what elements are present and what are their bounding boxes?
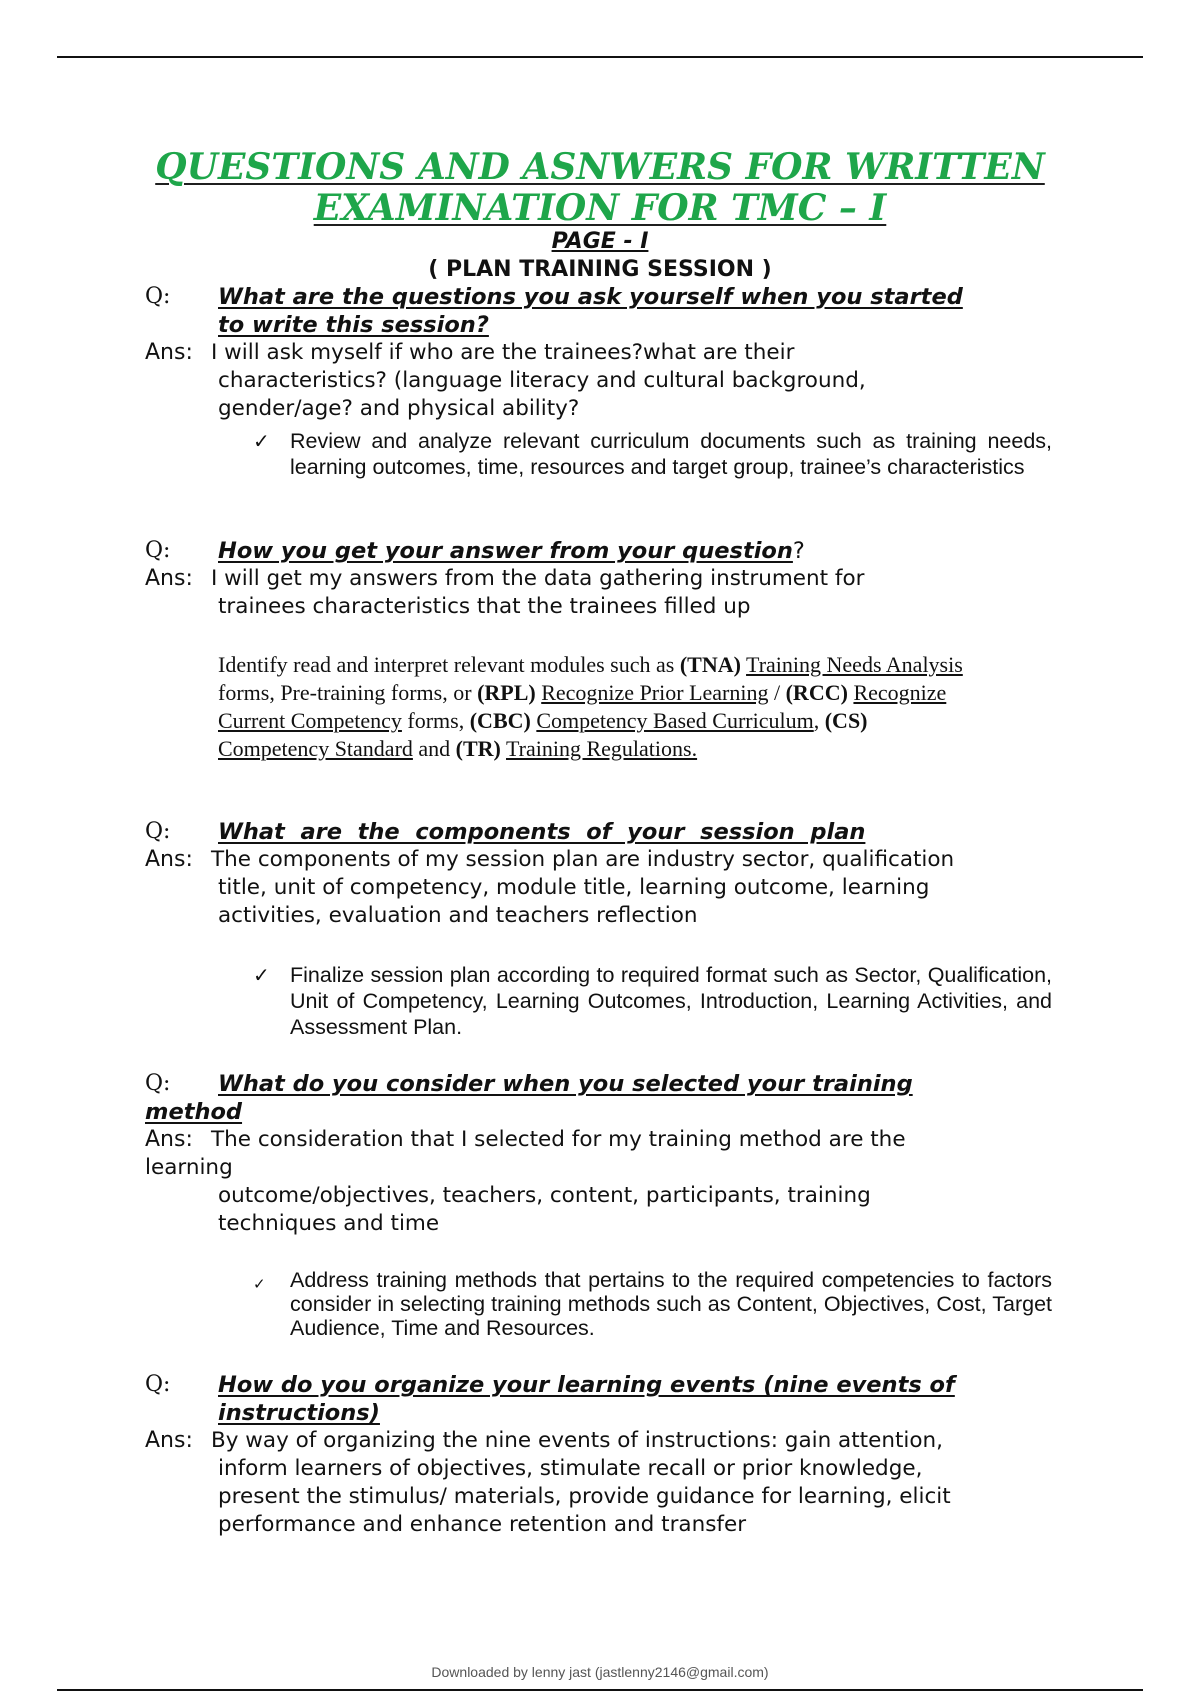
answer-4-line-1: The consideration that I selected for my training method are the bbox=[211, 1127, 906, 1152]
answer-3-line-1: The components of my session plan are industry sector, qualification bbox=[211, 847, 955, 872]
cbc-abbr: (CBC) bbox=[469, 708, 531, 733]
serif-paragraph-line-4: Competency Standard and (TR) Training Regulations. bbox=[218, 736, 698, 761]
ans-label: Ans: bbox=[145, 847, 193, 872]
serif-paragraph-line-2: forms, Pre-training forms, or (RPL) Recognize Prior Learning / (RCC) Recognize bbox=[218, 680, 947, 705]
answer-4-line-3: outcome/objectives, teachers, content, participants, training bbox=[218, 1183, 871, 1208]
question-2-text: How you get your answer from your question bbox=[218, 538, 793, 564]
question-5-line-1: How do you organize your learning events (nine events of bbox=[218, 1372, 955, 1398]
check-icon: ✓ bbox=[253, 1275, 266, 1293]
document-title-line-1: QUESTIONS AND ASNWERS FOR WRITTEN bbox=[155, 146, 1045, 188]
answer-4-line-2: learning bbox=[145, 1155, 233, 1180]
question-2-mark: ? bbox=[792, 538, 805, 564]
rpl-text: Recognize Prior Learning bbox=[541, 680, 769, 705]
answer-1-line-2: characteristics? (language literacy and cultural background, bbox=[218, 368, 866, 393]
answer-5-line-2: inform learners of objectives, stimulate recall or prior knowledge, bbox=[218, 1456, 923, 1481]
answer-5-line-1: By way of organizing the nine events of instructions: gain attention, bbox=[211, 1428, 943, 1453]
check-icon: ✓ bbox=[253, 963, 270, 987]
answer-2-line-1: I will get my answers from the data gathering instrument for bbox=[211, 566, 865, 591]
question-3: What are the components of your session plan bbox=[218, 819, 866, 845]
answer-3-line-2: title, unit of competency, module title, learning outcome, learning bbox=[218, 875, 930, 900]
top-rule bbox=[57, 56, 1143, 58]
answer-3-line-3: activities, evaluation and teachers reflection bbox=[218, 903, 698, 928]
answer-2-line-2: trainees characteristics that the trainees filled up bbox=[218, 594, 751, 619]
cs-abbr: (CS) bbox=[824, 708, 868, 733]
answer-5-line-4: performance and enhance retention and transfer bbox=[218, 1512, 747, 1537]
tna-abbr: (TNA) bbox=[679, 652, 741, 677]
bottom-rule bbox=[57, 1689, 1143, 1691]
bullet-1: Review and analyze relevant curriculum documents such as training needs, learning outcomes, time, resources and target group, trainee’s characteristics bbox=[290, 429, 1052, 479]
tr-text: Training Regulations. bbox=[506, 736, 698, 761]
bullet-3: Finalize session plan according to required format such as Sector, Qualification, Unit of Competency, Learning Outcomes, Introduction, Learning Activities, and Assessment Plan. bbox=[290, 963, 1052, 1039]
tr-abbr: (TR) bbox=[455, 736, 501, 761]
serif-paragraph-line-1: Identify read and interpret relevant modules such as (TNA) Training Needs Analysis bbox=[218, 652, 963, 677]
download-footer: Downloaded by lenny jast (jastlenny2146@gmail.com) bbox=[431, 1664, 769, 1680]
question-4-line-1: What do you consider when you selected your training bbox=[218, 1071, 913, 1097]
ans-label: Ans: bbox=[145, 566, 193, 591]
rpl-abbr: (RPL) bbox=[477, 680, 536, 705]
tna-text: Training Needs Analysis bbox=[746, 652, 963, 677]
answer-1-line-1: I will ask myself if who are the trainees?what are their bbox=[211, 340, 795, 365]
cbc-text: Competency Based Curriculum bbox=[536, 708, 814, 733]
answer-1-line-3: gender/age? and physical ability? bbox=[218, 396, 580, 421]
document-title-line-2: EXAMINATION FOR TMC – I bbox=[313, 187, 887, 229]
bullet-4: Address training methods that pertains to the required competencies to factors consider in selecting training methods such as Content, Objectives, Cost, Target Audience, Time and Resources. bbox=[290, 1268, 1052, 1340]
question-4-line-2: method bbox=[145, 1099, 243, 1125]
check-icon: ✓ bbox=[253, 429, 270, 453]
ans-label: Ans: bbox=[145, 1127, 193, 1152]
q-label: Q: bbox=[145, 538, 171, 563]
q-label: Q: bbox=[145, 1372, 171, 1397]
section-label: ( PLAN TRAINING SESSION ) bbox=[428, 257, 772, 282]
q-label: Q: bbox=[145, 1071, 171, 1096]
question-5-line-2: instructions) bbox=[218, 1400, 380, 1426]
answer-5-line-3: present the stimulus/ materials, provide guidance for learning, elicit bbox=[218, 1484, 951, 1509]
q-label: Q: bbox=[145, 284, 171, 309]
ans-label: Ans: bbox=[145, 340, 193, 365]
question-1-line-2: to write this session? bbox=[218, 312, 489, 338]
serif-paragraph-line-3: Current Competency forms, (CBC) Competency Based Curriculum, (CS) bbox=[218, 708, 868, 733]
q-label: Q: bbox=[145, 819, 171, 844]
question-2 bbox=[218, 537, 805, 565]
rcc-abbr: (RCC) bbox=[785, 680, 848, 705]
cs-text: Competency Standard bbox=[218, 736, 413, 761]
answer-4-line-4: techniques and time bbox=[218, 1211, 440, 1236]
ans-label: Ans: bbox=[145, 1428, 193, 1453]
rcc-text-2: Current Competency bbox=[218, 708, 402, 733]
page-label: PAGE - I bbox=[551, 229, 649, 254]
rcc-text: Recognize bbox=[853, 680, 947, 705]
question-1-line-1: What are the questions you ask yourself when you started bbox=[218, 284, 963, 310]
